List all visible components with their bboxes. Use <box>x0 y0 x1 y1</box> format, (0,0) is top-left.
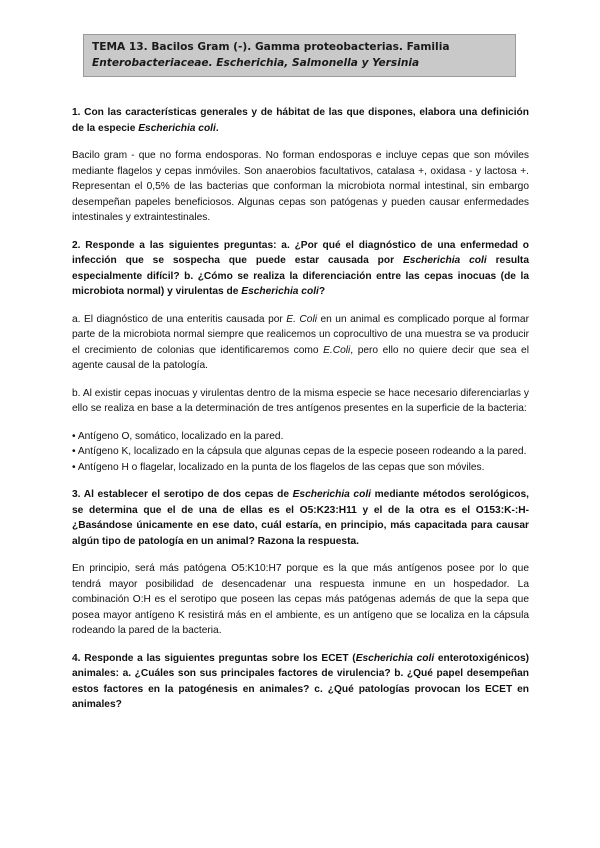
antigen-bullet: • Antígeno K, localizado en la cápsula que algunas cepas de la especie poseen rodeando a la pared. <box>72 446 527 457</box>
question-3: 3. Al establecer el serotipo de dos cepas de Escherichia coli mediante métodos serológicos, se determina que el de una de ellas es el O5:K23:H11 y el de la otra es el O153:K-:H- ¿Basándose únicamente en ese dato, cuál estaría, en principio, más capacitada para causar algún tipo de patología en un animal? Razona la respuesta. <box>72 489 529 547</box>
header-title: TEMA 13. Bacilos Gram (-). Gamma proteobacterias. Familia <box>92 41 450 53</box>
antigen-bullet: • Antígeno O, somático, localizado en la pared. <box>72 430 284 442</box>
question-2: 2. Responde a las siguientes preguntas: a. ¿Por qué el diagnóstico de una enfermedad o infección que se sospecha que puede estar causada por Escherichia coli resulta especialmente difícil? b. ¿Cómo se realiza la diferenciación entre las cepas inocuas (de la microbiota normal) y virulentas de Escherichia coli? <box>72 239 529 297</box>
answer-2b: b. Al existir cepas inocuas y virulentas dentro de la misma especie se hace necesario diferenciarlas y ello se realiza en base a la determinación de tres antígenos presentes en la superficie de la bacteria: <box>72 387 529 414</box>
question-4: 4. Responde a las siguientes preguntas sobre los ECET (Escherichia coli enterotoxigénicos) animales: a. ¿Cuáles son sus principales factores de virulencia? b. ¿Qué papel desempeñan estos factores en la patogénesis en animales? c. ¿Qué patologías provocan los ECET en animales? <box>72 652 530 710</box>
header-subtitle: Enterobacteriaceae. Escherichia, Salmonella y Yersinia <box>92 57 420 69</box>
answer-1: Bacilo gram - que no forma endosporas. No forman endosporas e incluye cepas que son móviles mediante flagelos y cepas inmóviles. Son anaerobios facultativos, catalasa +, oxidasa - y lactosa +. Representan el 0,5% de las bacterias que conforman la microbiota normal intestinal, sin embargo desempeñan papeles beneficiosos. Algunas cepas son patógenas y pueden causar enfermedades intestinales y extraintestinales. <box>72 150 529 223</box>
question-1: 1. Con las características generales y de hábitat de las que dispones, elabora una definición de la especie Escherichia coli. <box>72 107 529 134</box>
answer-3: En principio, será más patógena O5:K10:H7 porque es la que más antígenos posee por lo que tendrá mayor posibilidad de desencadenar una respuesta inmune en un hospedador. La combinación O:H es el serotipo que poseen las cepas más patógenas además de que la sepa que posea mayor antígeno K resistirá más en el ambiente, es un antígeno que se localiza en la cápsula rodeando la pared de la bacteria. <box>72 563 529 636</box>
antigen-bullet: • Antígeno H o flagelar, localizado en la punta de los flagelos de las cepas que son móviles. <box>72 461 485 473</box>
answer-2a: a. El diagnóstico de una enteritis causada por E. Coli en un animal es complicado porque al formar parte de la microbiota normal siempre que realicemos un coprocultivo de una muestra se va producir el crecimiento de colonias que identificaremos como E.Coli, pero ello no quiere decir que sea el agente causal de la patología. <box>72 313 529 371</box>
document-page <box>72 34 529 713</box>
topic-header <box>83 34 516 77</box>
